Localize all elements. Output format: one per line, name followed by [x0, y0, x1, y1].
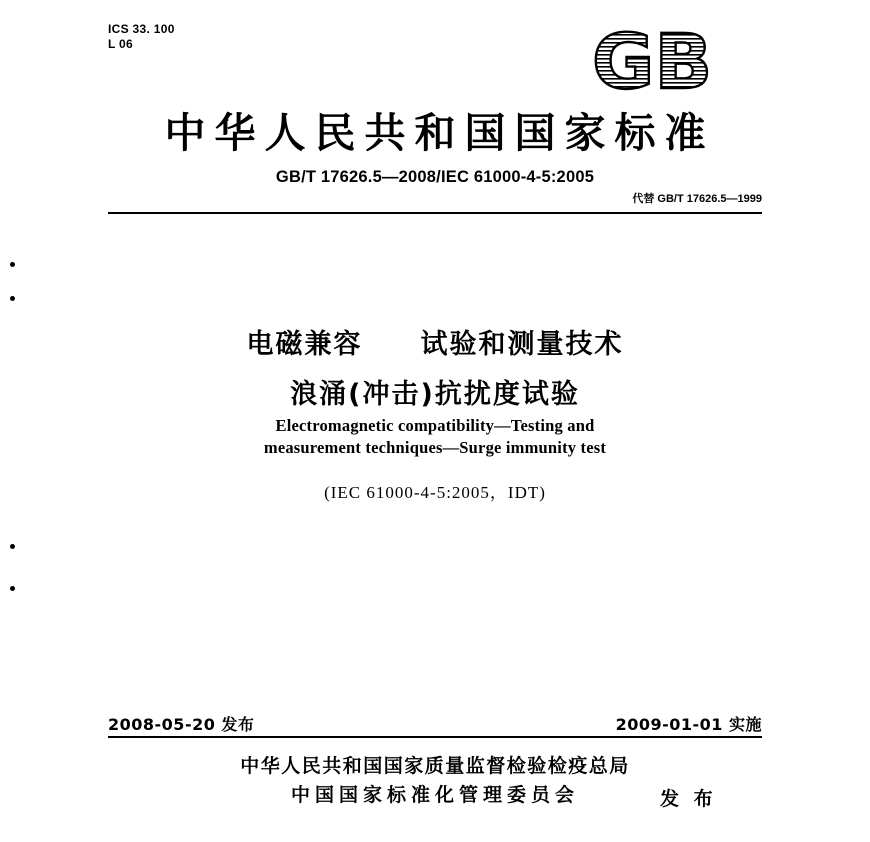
issuer-publish-label: 发 布: [660, 788, 717, 810]
svg-text:GB: GB: [592, 26, 713, 96]
divider-bottom: [108, 736, 762, 738]
subject-title-line-2: 浪涌(冲击)抗扰度试验: [290, 379, 580, 410]
subject-title-line-1: 电磁兼容 试验和测量技术: [246, 329, 624, 360]
ics-code: ICS 33. 100: [108, 22, 175, 36]
standard-number: GB/T 17626.5—2008/IEC 61000-4-5:2005: [275, 168, 595, 186]
ics-classification-block: [108, 22, 175, 52]
iec-equivalence-note: (IEC 61000-4-5:2005，IDT): [324, 483, 546, 502]
issuing-authority-block: [0, 752, 870, 810]
margin-tick: [10, 296, 15, 301]
issuer-line-1: 中华人民共和国国家质量监督检验检疫总局: [240, 755, 630, 777]
margin-tick: [10, 586, 15, 591]
page-title: 中华人民共和国国家标准: [164, 109, 715, 157]
divider-top: [108, 212, 762, 214]
gb-emblem-icon: [586, 26, 766, 96]
effective-date: 2009-01-01 实施: [615, 715, 762, 734]
margin-tick: [10, 544, 15, 549]
issue-date: 2008-05-20 发布: [108, 715, 255, 734]
replaces-note: 代替 GB/T 17626.5—1999: [632, 193, 762, 205]
ccs-code: L 06: [108, 37, 133, 51]
issuer-line-2: 中国国家标准化管理委员会: [290, 784, 579, 806]
margin-tick: [10, 262, 15, 267]
english-title-line-2: measurement techniques—Surge immunity test: [263, 438, 607, 457]
english-title-line-1: Electromagnetic compatibility—Testing and: [275, 416, 595, 435]
